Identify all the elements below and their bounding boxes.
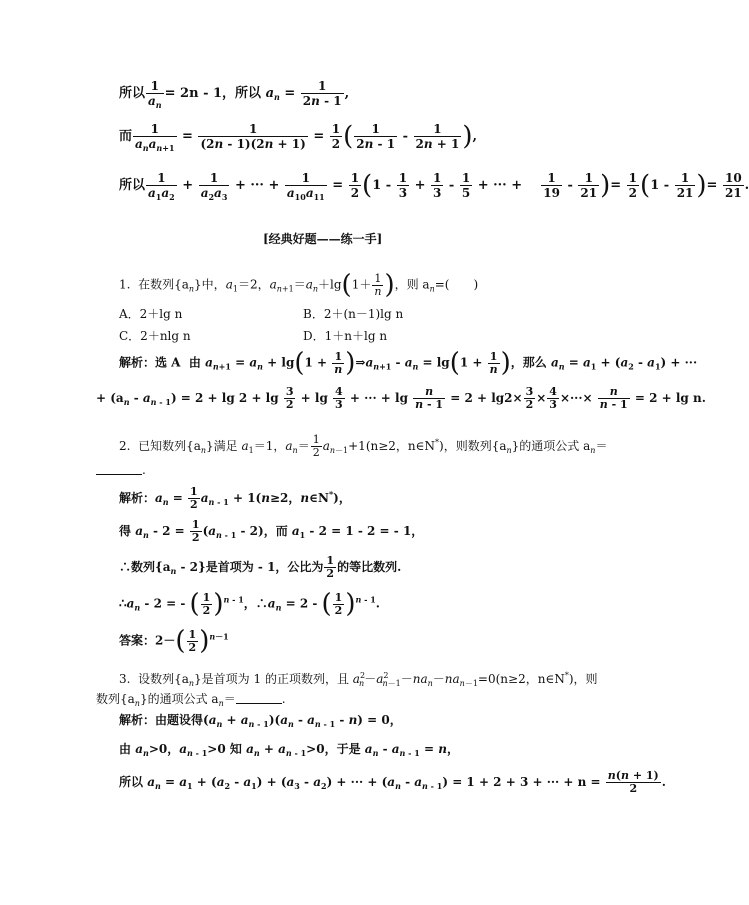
ellipsis: + ··· + — [234, 178, 280, 193]
fraction: $\frac{n(n + 1)}{2}$ — [607, 769, 659, 795]
option-c[interactable]: C．2＋nlg n — [119, 329, 191, 343]
stem-text: +1(n≥2，n∈N — [348, 439, 436, 453]
fraction: $\frac{n}{n - 1}$ — [599, 385, 628, 411]
stem-text: 设数列{a — [138, 672, 189, 686]
punct: , — [344, 86, 350, 101]
fraction: $\frac{1}{2}$ — [334, 590, 343, 617]
option-b[interactable]: B．2＋(n－1)lg n — [303, 307, 404, 321]
question-2-analysis: 解析：$a_n$ = $\frac{1}{2}$ $a_{n - 1} + 1(n\ge 2$，n∈N*)， — [119, 485, 351, 511]
solution-line-3: 所以 $\frac{1}{a_1a_2}$ + $\frac{1}{a_2a_3}$ + ··· + $\frac{1}{a_{10}a_{11}}$ = $\frac{1}{2}$ (1 - $\frac{1}{3}$ + $\frac{1}{3}$ - $\frac{1}{5}$ + ··· + $\frac{1}{19}$ - $\frac{1}{21}$ )= $\frac{1}{2}$ (1 - $\frac{1}{21}$ )= $\frac{10}{21}$ . — [119, 170, 749, 202]
question-2-answer: 答案：2－( $\frac{1}{2}$ )$^{n-1}$ — [119, 626, 229, 656]
stem-text: }的通项公式 a — [511, 439, 591, 453]
question-3-stem-line-2: 数列$\{a_n\}$的通项公式 $a_n=$ . — [96, 692, 286, 708]
analysis-result: = 2 + lg n. — [634, 391, 706, 405]
fraction: $\frac{1}{a_n}$ — [148, 79, 162, 110]
stem-text: 在数列{a — [138, 277, 189, 292]
stem-text: }是首项为 1 的正项数列，且 — [194, 672, 349, 686]
fraction: $\frac{1}{2}$ — [188, 627, 197, 654]
fraction: $\frac{1}{2n + 1}$ — [415, 122, 460, 151]
fraction: $\frac{1}{21}$ — [580, 171, 598, 200]
stem-text: 数列{a — [96, 692, 135, 706]
fraction: $\frac{1}{a_1a_2}$ — [148, 171, 175, 202]
analysis-text: 的等比数列. — [337, 560, 402, 574]
analysis-label: 解析： — [119, 713, 156, 727]
answer-label: 答案： — [119, 633, 156, 648]
question-3-stem: 3. 设数列$\{a_n\}$是首项为 1 的正项数列，且 $a^2_n-a^2_{n-1}-na_n-na_{n-1}=0(n\ge 2$，n∈N*)，则 — [119, 671, 598, 688]
question-3-line-you: 由 $a_n>0$，$a_{n - 1}>0$ 知 $a_n + a_{n - 1}>0$，于是 $a_n - a_{n - 1} = n$， — [119, 742, 459, 758]
fraction: $\frac{3}{2}$ — [285, 385, 294, 411]
fraction: $\frac{1}{3}$ — [433, 171, 442, 200]
analysis-text: 由 — [119, 742, 132, 756]
analysis-label: 解析：选 A — [119, 355, 181, 370]
fraction: $\frac{1}{n}$ — [489, 349, 498, 376]
question-2-line-result: $\therefore a_n - 2$ = - ( $\frac{1}{2}$ )$^{n - 1}$，$\therefore a_n = 2$ - ( $\frac{1}{2}$ )$^{n - 1}$. — [119, 589, 380, 619]
stem-text: )，则数列{a — [439, 439, 507, 453]
fraction: $\frac{1}{a_{10}a_{11}}$ — [286, 171, 325, 202]
solution-line-1: 所以 $\frac{1}{a_n}$ = 2n - 1，所以 $a_n$ = $\frac{1}{2n - 1}$ , — [119, 79, 350, 110]
analysis-text: ，于是 — [324, 742, 361, 756]
fraction: $\frac{1}{2}$ — [191, 518, 200, 544]
analysis-text: 得 — [119, 524, 132, 538]
question-3-analysis: 解析：由题设得$(a_n + a_{n - 1})(a_n - a_{n - 1} - n) = 0$， — [119, 713, 402, 729]
question-1-stem: 1. 在数列$\{a_n\}$中，$a_1=2$，$a_{n+1}=a_n+\lg(1+$ $\frac{1}{n}$ )，则 $a_n=$( ) — [119, 270, 479, 300]
question-2-line-therefore: ∴数列$\{a_n - 2\}$是首项为 - 1，公比为 $\frac{1}{2}$ 的等比数列. — [119, 554, 402, 580]
stem-text: ＝ — [595, 439, 608, 453]
stem-text: }中， — [194, 277, 226, 292]
fraction: $\frac{1}{2}$ — [331, 122, 341, 151]
fraction: $\frac{1}{2}$ — [350, 171, 360, 200]
text-er: 而 — [119, 129, 133, 144]
question-2-line-de: 得 $a_n - 2$ = $\frac{1}{2}$ $(a_{n - 1} - 2)$，而 $a_1 - 2 = 1 - 2$ = - 1， — [119, 518, 424, 544]
fraction: $\frac{1}{a_2a_3}$ — [200, 171, 228, 202]
fraction: $\frac{1}{n}$ — [334, 349, 343, 376]
fraction: $\frac{1}{21}$ — [676, 171, 694, 200]
text-so: 所以 — [119, 178, 146, 193]
fraction: $\frac{1}{19}$ — [543, 171, 560, 200]
var-a: a — [265, 86, 275, 101]
analysis-text: 由题设得 — [155, 713, 204, 727]
question-3-line-final: 所以 $a_n = a_1 + (a_2 - a_1) + (a_3 - a_2)$ + ··· + $(a_n - a_{n - 1}) = 1 + 2 + 3$ + ··· + n = $\frac{n(n + 1)}{2}$ . — [119, 769, 666, 795]
stem-text: 已知数列{a — [138, 439, 201, 453]
fraction: $\frac{1}{2n - 1}$ — [356, 122, 396, 151]
analysis-text: ∴数列{a — [119, 560, 171, 574]
fraction: $\frac{1}{2}$ — [628, 171, 638, 200]
fraction: $\frac{4}{3}$ — [549, 385, 557, 411]
analysis-text: + (a — [96, 391, 124, 405]
stem-text: ＝ — [223, 692, 236, 706]
fraction: $\frac{1}{5}$ — [461, 171, 471, 200]
question-1-analysis-line-2: + $(a_n - a_{n - 1}) = 2 + \lg 2 + \lg$ $\frac{3}{2}$ + lg $\frac{4}{3}$ + ··· + lg $\frac{n}{n - 1}$ = 2 + lg2× $\frac{3}{2}$ × $\frac{4}{3}$ ×···× $\frac{n}{n - 1}$ = 2 + lg n. — [96, 385, 706, 411]
stem-text: =0(n≥2，n∈N — [477, 672, 565, 686]
analysis-text: 由 — [188, 355, 201, 370]
result-fraction: $\frac{10}{21}$ — [724, 171, 742, 200]
analysis-text: 是首项为 - 1，公比为 — [205, 560, 324, 574]
answer-blank[interactable]: . — [96, 462, 146, 477]
fraction: $\frac{1}{n}$ — [374, 271, 382, 298]
solution-line-2: 而 $\frac{1}{a_na_{n+1}}$ = $\frac{1}{(2n - 1)(2n + 1)}$ = $\frac{1}{2}$ ( $\frac{1}{2n - 1}$ - $\frac{1}{2n + 1}$ ), — [119, 121, 478, 153]
stem-text: }的通项公式 a — [139, 692, 219, 706]
section-heading: [经典好题——练一手] — [263, 232, 383, 246]
punct: , — [472, 129, 478, 144]
answer-text: 2－ — [155, 633, 176, 648]
fraction: $\frac{1}{2n - 1}$ — [302, 79, 342, 108]
fraction: $\frac{n}{n - 1}$ — [415, 385, 444, 411]
question-2-stem: 2. 已知数列$\{a_n\}$满足 $a_1=1$，$a_n=$ $\frac{1}{2}$ $a_{n-1}+1(n\ge 2$，n∈N*)，则数列$\{a_n\}$的通项公式 $a_n=$ — [119, 433, 608, 459]
question-number: 3. — [119, 672, 131, 686]
analysis-text: 所以 — [119, 775, 144, 789]
stem-text: )，则 — [568, 672, 598, 686]
fraction: $\frac{1}{2}$ — [202, 590, 211, 617]
question-number: 1. — [119, 277, 131, 292]
fraction: $\frac{1}{2}$ — [190, 485, 198, 511]
answer-blank[interactable] — [236, 691, 282, 704]
fraction: $\frac{4}{3}$ — [335, 385, 343, 411]
option-d[interactable]: D．1＋n＋lg n — [303, 329, 388, 343]
fraction: $\frac{3}{2}$ — [525, 385, 534, 411]
fraction: $\frac{1}{(2n - 1)(2n + 1)}$ — [200, 122, 306, 151]
question-1-analysis: 解析：选 A 由 $a_{n+1} = a_n + \lg(1$ + $\frac{1}{n}$ )$\Rightarrow a_{n+1} - a_n = \lg(1$ + $\frac{1}{n}$ )，那么 $a_n = a_1 + (a_2 - a_1)$ + ··· — [119, 348, 698, 378]
option-a[interactable]: A．2＋lg n — [119, 307, 183, 321]
fraction: $\frac{1}{a_na_{n+1}}$ — [135, 122, 175, 153]
stem-text: ，则 a — [394, 277, 430, 292]
stem-text: =( ) — [434, 277, 479, 292]
equation-text: = 2n - 1，所以 — [164, 86, 262, 101]
fraction: $\frac{1}{2}$ — [312, 433, 320, 459]
analysis-label: 解析： — [119, 491, 156, 505]
analysis-text: 那么 — [522, 355, 547, 370]
analysis-text: = 1 + 2 + 3 + ··· + n = — [452, 775, 601, 789]
fraction: $\frac{1}{2}$ — [326, 554, 335, 580]
fraction: $\frac{1}{3}$ — [398, 171, 408, 200]
text-so: 所以 — [119, 86, 146, 101]
question-number: 2. — [119, 439, 131, 453]
